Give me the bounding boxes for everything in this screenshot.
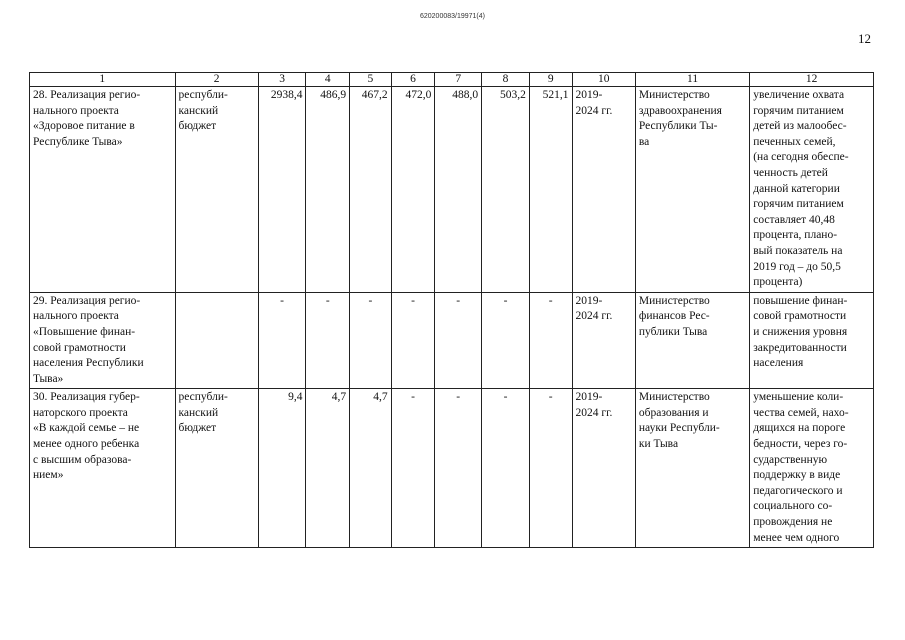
cell-line: уменьшение коли-: [753, 391, 844, 404]
column-header-6: 6: [391, 73, 435, 87]
cell-line: провождения не: [753, 516, 833, 529]
cell-line: и снижения уровня: [753, 325, 848, 338]
period-cell: [572, 87, 635, 293]
executor-cell: [635, 389, 749, 548]
cell-line: канский: [178, 104, 219, 117]
cell-line: социального со-: [753, 500, 833, 513]
cell-line: данной категории: [753, 182, 840, 195]
cell-line: вый показатель на: [753, 244, 843, 257]
value-2022-cell: -: [435, 389, 482, 548]
column-header-11: 11: [635, 73, 749, 87]
project-name-cell: [30, 87, 176, 293]
cell-line: науки Республи-: [638, 422, 720, 435]
cell-line: 28. Реализация регио-: [33, 89, 141, 101]
cell-line: «Здоровое питание в: [33, 120, 135, 133]
cell-line: Республике Тыва»: [33, 135, 123, 148]
value-2019-cell: 4,7: [306, 389, 350, 548]
cell-line: горячим питанием: [753, 198, 844, 211]
cell-line: ва: [638, 135, 650, 148]
header-row: [30, 73, 874, 87]
cell-line: бедности, через го-: [753, 438, 848, 451]
result-cell: [750, 389, 874, 548]
project-name-cell: [30, 389, 176, 548]
cell-line: 2024 гг.: [575, 104, 613, 117]
cell-line: республи-: [178, 391, 228, 404]
period-cell: [572, 292, 635, 389]
cell-line: канский: [178, 406, 219, 419]
cell-line: педагогического и: [753, 484, 843, 497]
cell-line: нием»: [33, 469, 64, 482]
table-row: [30, 87, 874, 293]
column-header-8: 8: [482, 73, 530, 87]
cell-line: наторского проекта: [33, 406, 128, 419]
cell-line: 2019-: [575, 89, 603, 101]
cell-line: совой грамотности: [753, 310, 847, 323]
cell-line: Министерство: [638, 294, 710, 307]
period-cell: [572, 389, 635, 548]
program-table: [29, 72, 874, 548]
column-header-9: 9: [529, 73, 572, 87]
cell-line: 2024 гг.: [575, 406, 613, 419]
cell-line: менее одного ребенка: [33, 438, 140, 451]
column-header-12: 12: [750, 73, 874, 87]
cell-line: с высшим образова-: [33, 453, 132, 466]
funding-source-cell: [175, 292, 258, 389]
cell-line: образования и: [638, 406, 709, 419]
cell-line: 2019-: [575, 391, 603, 404]
value-2022-cell: 488,0: [435, 87, 482, 293]
column-header-1: 1: [30, 73, 176, 87]
table-row: [30, 292, 874, 389]
cell-line: горячим питанием: [753, 104, 844, 117]
cell-line: поддержку в виде: [753, 469, 841, 482]
value-2020-cell: 467,2: [350, 87, 392, 293]
page-number: 12: [858, 31, 871, 46]
cell-line: процента, плано-: [753, 229, 838, 242]
table-row: [30, 389, 874, 548]
value-2024-cell: -: [529, 389, 572, 548]
cell-line: дящихся на пороге: [753, 422, 846, 435]
column-header-5: 5: [350, 73, 392, 87]
document-id: 620200083/19971(4): [419, 13, 485, 20]
value-2024-cell: -: [529, 292, 572, 389]
cell-line: бюджет: [178, 422, 217, 435]
cell-line: повышение финан-: [753, 294, 848, 307]
result-cell: [750, 87, 874, 293]
value-2020-cell: -: [350, 292, 392, 389]
value-2019-cell: 486,9: [306, 87, 350, 293]
column-header-10: 10: [572, 73, 635, 87]
cell-line: печенных семей,: [753, 135, 836, 148]
cell-line: Тыва»: [33, 372, 64, 385]
value-total-cell: 9,4: [258, 389, 306, 548]
cell-line: публики Тыва: [638, 325, 708, 338]
cell-line: 2019 год – до 50,5: [753, 260, 841, 273]
executor-cell: [635, 87, 749, 293]
cell-line: 2019-: [575, 294, 603, 307]
cell-line: республи-: [178, 89, 228, 101]
cell-line: (на сегодня обеспе-: [753, 151, 849, 164]
column-header-3: 3: [258, 73, 306, 87]
cell-line: Министерство: [638, 89, 710, 101]
funding-source-cell: [175, 87, 258, 293]
column-header-7: 7: [435, 73, 482, 87]
project-name-cell: [30, 292, 176, 389]
value-2024-cell: 521,1: [529, 87, 572, 293]
cell-line: детей из малообес-: [753, 120, 847, 133]
value-2023-cell: -: [482, 292, 530, 389]
funding-source-cell: [175, 389, 258, 548]
cell-line: бюджет: [178, 120, 217, 133]
value-2022-cell: -: [435, 292, 482, 389]
cell-line: нального проекта: [33, 310, 119, 323]
value-total-cell: 2938,4: [258, 87, 306, 293]
cell-line: финансов Рес-: [638, 310, 710, 323]
cell-line: закредитованности: [753, 341, 847, 354]
value-2023-cell: 503,2: [482, 87, 530, 293]
cell-line: совой грамотности: [33, 341, 126, 354]
value-2021-cell: 472,0: [391, 87, 435, 293]
cell-line: «Повышение финан-: [33, 325, 136, 338]
cell-line: процента): [753, 276, 803, 289]
cell-line: ки Тыва: [638, 438, 679, 451]
cell-line: сударственную: [753, 453, 828, 466]
cell-line: 29. Реализация регио-: [33, 294, 141, 307]
value-2023-cell: -: [482, 389, 530, 548]
cell-line: составляет 40,48: [753, 213, 835, 226]
value-2019-cell: -: [306, 292, 350, 389]
value-total-cell: -: [258, 292, 306, 389]
cell-line: нального проекта: [33, 104, 119, 117]
cell-line: «В каждой семье – не: [33, 422, 140, 435]
value-2021-cell: -: [391, 389, 435, 548]
executor-cell: [635, 292, 749, 389]
cell-line: ченность детей: [753, 166, 828, 179]
cell-line: 2024 гг.: [575, 310, 613, 323]
cell-line: 30. Реализация губер-: [33, 391, 140, 404]
cell-line: здравоохранения: [638, 104, 722, 117]
cell-line: Республики Ты-: [638, 120, 718, 133]
cell-line: увеличение охвата: [753, 89, 845, 101]
value-2021-cell: -: [391, 292, 435, 389]
cell-line: менее чем одного: [753, 531, 840, 544]
result-cell: [750, 292, 874, 389]
value-2020-cell: 4,7: [350, 389, 392, 548]
cell-line: Министерство: [638, 391, 710, 404]
cell-line: населения: [753, 357, 804, 370]
cell-line: населения Республики: [33, 357, 144, 370]
column-header-2: 2: [175, 73, 258, 87]
column-header-4: 4: [306, 73, 350, 87]
cell-line: чества семей, нахо-: [753, 406, 849, 419]
